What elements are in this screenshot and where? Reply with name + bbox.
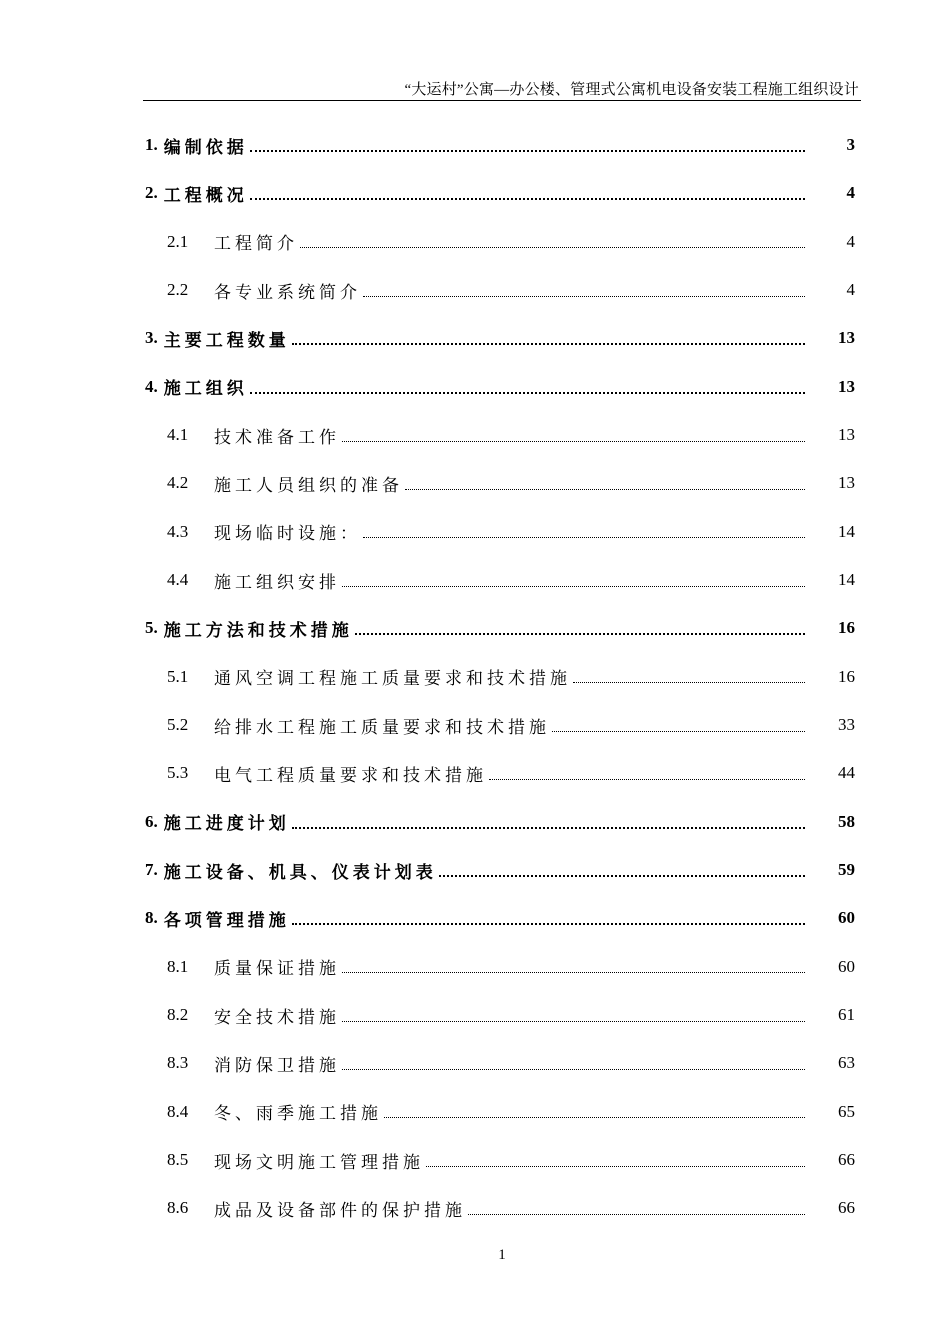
toc-entry-page: 44	[838, 763, 855, 783]
toc-entry-number: 8.4	[167, 1101, 189, 1121]
toc-entry-label	[145, 423, 340, 448]
toc-entry-title: 各项管理措施	[163, 910, 290, 930]
toc-entry-label	[145, 471, 403, 496]
toc-dot-leader	[363, 537, 805, 538]
toc-entry[interactable]	[145, 749, 857, 797]
toc-dot-leader	[250, 392, 805, 394]
toc-entry-label	[145, 616, 353, 641]
toc-entry-page: 66	[838, 1198, 855, 1218]
toc-entry-page: 13	[838, 376, 855, 396]
toc-entry-number: 5.2	[167, 715, 189, 735]
toc-entry-page: 66	[838, 1150, 855, 1170]
toc-entry[interactable]	[145, 314, 857, 362]
toc-dot-leader	[405, 489, 805, 490]
toc-entry-number: 8.2	[167, 1005, 189, 1025]
toc-dot-leader	[342, 972, 805, 973]
toc-entry[interactable]	[145, 1039, 857, 1087]
toc-dot-leader	[552, 731, 805, 732]
toc-dot-leader	[384, 1117, 805, 1118]
toc-entry[interactable]	[145, 943, 857, 991]
toc-entry-title: 施工设备、机具、仪表计划表	[163, 862, 437, 882]
toc-entry-title: 安全技术措施	[214, 1007, 340, 1027]
toc-entry-title: 消防保卫措施	[214, 1055, 340, 1075]
toc-dot-leader	[573, 682, 805, 683]
toc-dot-leader	[439, 875, 805, 877]
toc-entry-page: 33	[838, 715, 855, 735]
toc-entry-label	[145, 713, 550, 738]
toc-entry[interactable]	[145, 604, 857, 652]
toc-entry-title: 给排水工程施工质量要求和技术措施	[214, 717, 550, 737]
toc-entry-page: 14	[838, 521, 855, 541]
toc-entry-label	[145, 278, 361, 303]
toc-entry-number: 2.2	[167, 280, 189, 300]
toc-entry-title: 施工组织	[163, 379, 248, 399]
toc-entry-title: 通风空调工程施工质量要求和技术措施	[214, 669, 571, 689]
toc-entry-number: 4.3	[167, 521, 189, 541]
toc-entry-title: 现场文明施工管理措施	[214, 1152, 424, 1172]
toc-entry-title: 施工进度计划	[163, 814, 290, 834]
toc-entry-number: 5.1	[167, 666, 189, 686]
toc-entry-title: 施工人员组织的准备	[214, 475, 403, 495]
toc-entry-number: 1.	[145, 135, 158, 155]
toc-entry-label	[145, 133, 248, 158]
toc-entry-page: 58	[838, 811, 855, 831]
toc-entry[interactable]	[145, 121, 857, 169]
toc-entry-label	[145, 181, 248, 206]
toc-entry-title: 现场临时设施：	[214, 524, 361, 544]
toc-entry-page: 13	[838, 328, 855, 348]
toc-entry-label	[145, 229, 298, 254]
page-number: 1	[498, 1247, 506, 1263]
toc-dot-leader	[292, 923, 805, 925]
toc-dot-leader	[342, 586, 805, 587]
toc-dot-leader	[292, 827, 805, 829]
toc-entry-page: 16	[838, 666, 855, 686]
toc-entry-number: 8.5	[167, 1150, 189, 1170]
toc-entry-title: 质量保证措施	[214, 959, 340, 979]
toc-entry-page: 4	[846, 183, 855, 203]
toc-entry[interactable]	[145, 1088, 857, 1136]
toc-entry-label	[145, 519, 361, 544]
toc-entry-label	[145, 858, 437, 883]
toc-entry-label	[145, 954, 340, 979]
toc-dot-leader	[355, 633, 805, 635]
toc-entry-label	[145, 1196, 466, 1221]
toc-entry-label	[145, 326, 290, 351]
toc-entry-page: 16	[838, 618, 855, 638]
toc-entry-page: 14	[838, 570, 855, 590]
toc-entry-label	[145, 906, 290, 931]
toc-entry-label	[145, 374, 248, 399]
toc-entry-title: 成品及设备部件的保护措施	[214, 1200, 466, 1220]
toc-entry-page: 13	[838, 473, 855, 493]
toc-entry[interactable]	[145, 846, 857, 894]
toc-entry[interactable]	[145, 459, 857, 507]
toc-entry-label	[145, 568, 340, 593]
toc-entry-number: 4.4	[167, 570, 189, 590]
toc-entry[interactable]	[145, 798, 857, 846]
toc-dot-leader	[342, 1069, 805, 1070]
toc-entry-page: 63	[838, 1053, 855, 1073]
toc-entry-label	[145, 664, 571, 689]
toc-entry-label	[145, 809, 290, 834]
toc-dot-leader	[300, 247, 805, 248]
toc-entry-title: 工程简介	[214, 234, 298, 254]
toc-entry-page: 60	[838, 908, 855, 928]
toc-entry-title: 工程概况	[163, 185, 248, 205]
toc-entry-number: 2.	[145, 183, 158, 203]
toc-entry-label	[145, 1003, 340, 1028]
header-title: “大运村”公寓—办公楼、管理式公寓机电设备安装工程施工组织设计	[404, 82, 859, 98]
toc-entry-number: 4.	[145, 376, 158, 396]
toc-entry-title: 施工组织安排	[214, 572, 340, 592]
page-header	[143, 76, 861, 101]
toc-entry-title: 电气工程质量要求和技术措施	[214, 765, 487, 785]
toc-dot-leader	[363, 296, 805, 297]
toc-dot-leader	[250, 198, 805, 200]
toc-entry-page: 60	[838, 956, 855, 976]
toc-dot-leader	[426, 1166, 805, 1167]
toc-entry-number: 8.1	[167, 956, 189, 976]
toc-entry-page: 59	[838, 860, 855, 880]
toc-entry-number: 3.	[145, 328, 158, 348]
toc-entry[interactable]	[145, 991, 857, 1039]
toc-entry-page: 65	[838, 1101, 855, 1121]
toc-entry-title: 编制依据	[163, 137, 248, 157]
toc-entry[interactable]	[145, 701, 857, 749]
toc-entry[interactable]	[145, 363, 857, 411]
toc-entry-title: 各专业系统简介	[214, 282, 361, 302]
toc-entry[interactable]	[145, 556, 857, 604]
toc-dot-leader	[468, 1214, 805, 1215]
toc-dot-leader	[292, 343, 805, 345]
toc-entry-number: 8.	[145, 908, 158, 928]
toc-entry-label	[145, 1051, 340, 1076]
toc-entry-number: 7.	[145, 860, 158, 880]
toc-entry-page: 13	[838, 425, 855, 445]
toc-entry-page: 61	[838, 1005, 855, 1025]
toc-entry[interactable]	[145, 218, 857, 266]
toc-entry-page: 3	[846, 135, 855, 155]
toc-entry-page: 4	[846, 280, 855, 300]
toc-entry-label	[145, 1099, 382, 1124]
toc-entry-title: 主要工程数量	[163, 330, 290, 350]
toc-entry[interactable]	[145, 169, 857, 217]
toc-entry-number: 8.6	[167, 1198, 189, 1218]
toc-entry-number: 4.1	[167, 425, 189, 445]
toc-entry[interactable]	[145, 411, 857, 459]
toc-entry-number: 8.3	[167, 1053, 189, 1073]
toc-entry[interactable]	[145, 266, 857, 314]
toc-entry-label	[145, 1148, 424, 1173]
toc-dot-leader	[489, 779, 805, 780]
table-of-contents	[145, 121, 857, 1233]
toc-entry[interactable]	[145, 1136, 857, 1184]
toc-dot-leader	[250, 150, 805, 152]
toc-entry[interactable]	[145, 653, 857, 701]
toc-entry-number: 5.	[145, 618, 158, 638]
toc-entry-number: 4.2	[167, 473, 189, 493]
toc-entry-number: 6.	[145, 811, 158, 831]
toc-entry-title: 技术准备工作	[214, 427, 340, 447]
toc-entry-number: 2.1	[167, 231, 189, 251]
toc-entry-number: 5.3	[167, 763, 189, 783]
toc-entry-title: 施工方法和技术措施	[163, 620, 353, 640]
toc-entry[interactable]	[145, 508, 857, 556]
toc-entry-title: 冬、雨季施工措施	[214, 1104, 382, 1124]
toc-entry[interactable]	[145, 894, 857, 942]
toc-entry-page: 4	[846, 231, 855, 251]
toc-entry[interactable]	[145, 1184, 857, 1232]
toc-dot-leader	[342, 441, 805, 442]
toc-dot-leader	[342, 1021, 805, 1022]
toc-entry-label	[145, 761, 487, 786]
